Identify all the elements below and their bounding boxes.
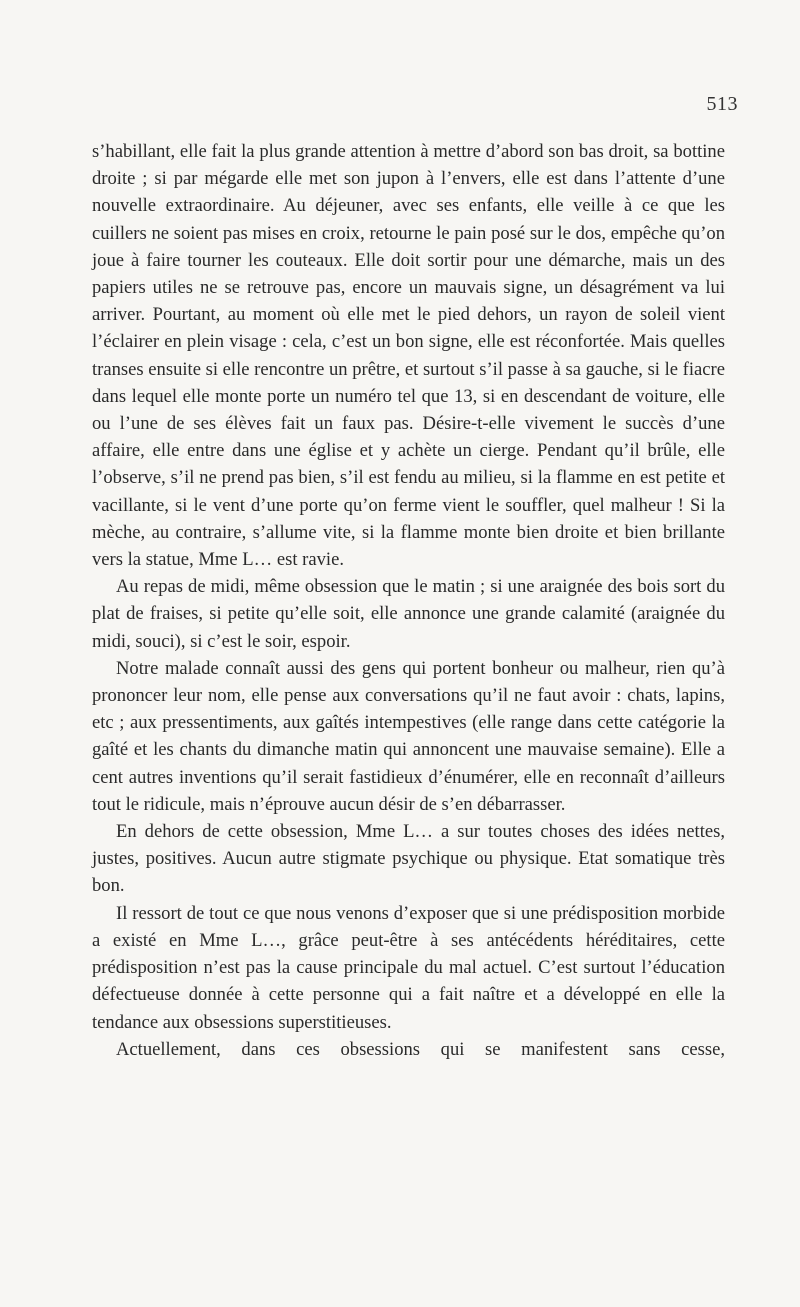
body-text bbox=[92, 138, 725, 1063]
paragraph-1: s’habillant, elle fait la plus grande attention à mettre d’abord son bas droit, sa bottine droite ; si par mégarde elle met son jupon à l’envers, elle est dans l’attente d’une nouvelle extraordinaire. Au déjeuner, avec ses enfants, elle veille à ce que les cuillers ne soient pas mises en croix, retourne le pain posé sur le dos, empêche qu’on joue à faire tourner les couteaux. Elle doit sortir pour une démarche, mais un des papiers utiles ne se retrouve pas, encore un mauvais signe, un désagrément va lui arriver. Pourtant, au moment où elle met le pied dehors, un rayon de soleil vient l’éclairer en plein visage : cela, c’est un bon signe, elle est réconfortée. Mais quelles transes ensuite si elle rencontre un prêtre, et surtout s’il passe à sa gauche, si le fiacre dans lequel elle monte porte un numéro tel que 13, si en descendant de voiture, elle ou l’une de ses élèves fait un faux pas. Désire-t-elle vivement le succès d’une affaire, elle entre dans une église et y achète un cierge. Pendant qu’il brûle, elle l’observe, s’il ne prend pas bien, s’il est fendu au milieu, si la flamme en est petite et vacillante, si le vent d’une porte qu’on ferme vient le souffler, quel malheur ! Si la mèche, au contraire, s’allume vite, si la flamme monte bien droite et bien brillante vers la statue, Mme L… est ravie. bbox=[92, 141, 725, 571]
page-number: 513 bbox=[706, 93, 738, 115]
paragraph-3: Notre malade connaît aussi des gens qui portent bonheur ou malheur, rien qu’à prononcer leur nom, elle pense aux conversations qu’il ne faut avoir : chats, lapins, etc ; aux pressentiments, aux gaîtés intempestives (elle range dans cette catégorie la gaîté et les chants du dimanche matin qui annoncent une mauvaise semaine). Elle a cent autres inventions qu’il serait fastidieux d’énumérer, elle en reconnaît d’ailleurs tout le ridicule, mais n’éprouve aucun désir de s’en débarrasser. bbox=[92, 657, 725, 815]
paragraph-6: Actuellement, dans ces obsessions qui se manifestent sans cesse, bbox=[116, 1038, 725, 1060]
paragraph-2: Au repas de midi, même obsession que le matin ; si une araignée des bois sort du plat de fraises, si petite qu’elle soit, elle annonce une grande calamité (araignée du midi, souci), si c’est le soir, espoir. bbox=[92, 576, 725, 652]
paragraph-4: En dehors de cette obsession, Mme L… a sur toutes choses des idées nettes, justes, positives. Aucun autre stigmate psychique ou physique. Etat somatique très bon. bbox=[92, 821, 725, 897]
paragraph-5: Il ressort de tout ce que nous venons d’exposer que si une prédisposition morbide a existé en Mme L…, grâce peut-être à ses antécédents héréditaires, cette prédisposition n’est pas la cause principale du mal actuel. C’est surtout l’éducation défectueuse donnée à cette personne qui a fait naître et a développé en elle la tendance aux obsessions superstitieuses. bbox=[92, 902, 725, 1033]
